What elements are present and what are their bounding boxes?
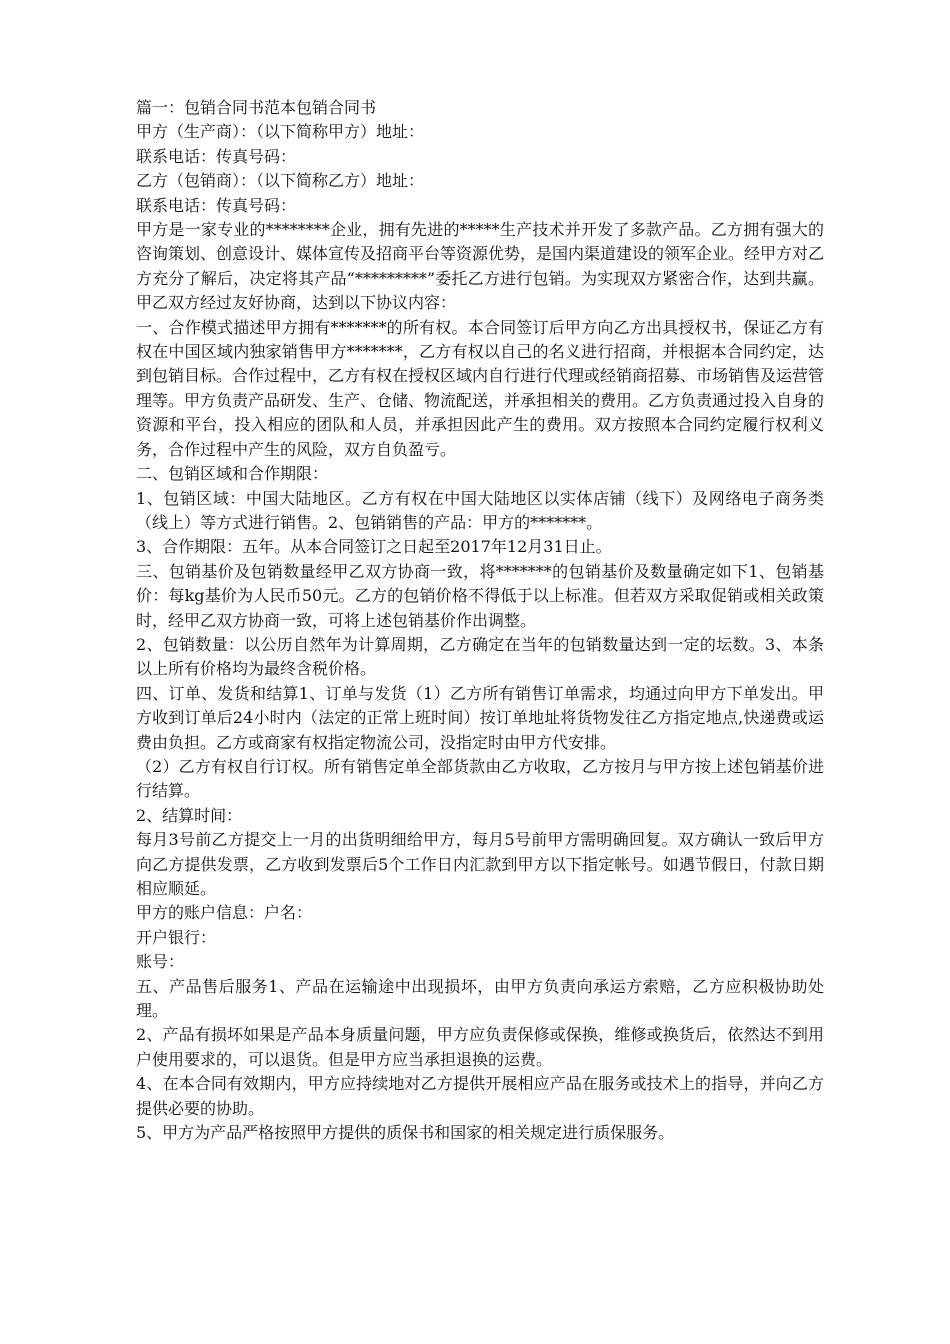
section-5-quality-issue: 2、产品有损坏如果是产品本身质量问题，甲方应负责保修或保换，维修或换货后，依然达不到用户使用要求的，可以退货。但是甲方应当承担退换的运费。 bbox=[136, 1025, 824, 1069]
section-2-heading: 二、包销区域和合作期限： bbox=[136, 464, 329, 484]
account-number-line: 账号： bbox=[136, 952, 185, 972]
section-4-orders-delivery: 四、订单、发货和结算1、订单与发货（1）乙方所有销售订单需求，均通过向甲方下单发出。甲方收到订单后24小时内（法定的正常上班时间）按订单地址将货物发往乙方指定地点,快递费或运费由负担。乙方或商家有权指定物流公司，没指定时由甲方代安排。 bbox=[136, 683, 824, 752]
section-2-sales-region: 1、包销区域：中国大陆地区。乙方有权在中国大陆地区以实体店铺（线下）及网络电子商务类（线上）等方式进行销售。2、包销销售的产品：甲方的*******。 bbox=[136, 488, 824, 532]
section-3-quantity: 2、包销数量：以公历自然年为计算周期，乙方确定在当年的包销数量达到一定的坛数。3、本条以上所有价格均为最终含税价格。 bbox=[136, 634, 824, 679]
section-4-settlement-time: 每月3号前乙方提交上一月的出货明细给甲方，每月5号前甲方需明确回复。双方确认一致后甲方向乙方提供发票，乙方收到发票后5个工作日内汇款到甲方以下指定帐号。如遇节假日，付款日期相应顺延。 bbox=[136, 830, 824, 898]
party-a-contact-line: 联系电话：传真号码： bbox=[136, 146, 297, 166]
party-a-address-line: 甲方（生产商）：（以下简称甲方）地址： bbox=[136, 122, 425, 142]
document-title: 篇一：包销合同书范本包销合同书 bbox=[136, 98, 377, 117]
section-5-transport-damage: 五、产品售后服务1、产品在运输途中出现损坏，由甲方负责向承运方索赔，乙方应积极协助处理。 bbox=[136, 976, 824, 1021]
section-5-technical-support: 4、在本合同有效期内，甲方应持续地对乙方提供开展相应产品在服务或技术上的指导，并向乙方提供必要的协助。 bbox=[136, 1074, 824, 1118]
contract-document bbox=[136, 96, 824, 1145]
account-holder-line: 甲方的账户信息：户名： bbox=[136, 903, 313, 923]
section-4-settlement-time-heading: 2、结算时间： bbox=[136, 805, 243, 825]
bank-line: 开户银行： bbox=[136, 927, 217, 947]
party-b-contact-line: 联系电话：传真号码： bbox=[136, 195, 297, 215]
party-b-address-line: 乙方（包销商）：（以下简称乙方）地址： bbox=[136, 171, 425, 191]
section-3-base-price: 三、包销基价及包销数量经甲乙双方协商一致，将*******的包销基价及数量确定如下1、包销基价：每kg基价为人民币50元。乙方的包销价格不得低于以上标准。但若双方采取促销或相关政策时，经甲乙双方协商一致，可将上述包销基价作出调整。 bbox=[136, 561, 824, 630]
section-2-cooperation-term: 3、合作期限：五年。从本合同签订之日起至2017年12月31日止。 bbox=[136, 537, 612, 557]
section-1-cooperation-mode: 一、合作模式描述甲方拥有*******的所有权。本合同签订后甲方向乙方出具授权书，保证乙方有权在中国区域内独家销售甲方*******，乙方有权以自己的名义进行招商，并根据本合同约定，达到包销目标。合作过程中，乙方有权在授权区域内自行进行代理或经销商招募、市场销售及运营管理等。甲方负责产品研发、生产、仓储、物流配送，并承担相关的费用。乙方负责通过投入自身的资源和平台，投入相应的团队和人员，并承担因此产生的费用。双方按照本合同约定履行权利义务，合作过程中产生的风险，双方自负盈亏。 bbox=[136, 317, 825, 459]
intro-paragraph: 甲方是一家专业的********企业，拥有先进的*****生产技术并开发了多款产品。乙方拥有强大的咨询策划、创意设计、媒体宣传及招商平台等资源优势，是国内渠道建设的领军企业。经甲方对乙方充分了解后，决定将其产品“*********”委托乙方进行包销。为实现双方紧密合作，达到共赢。甲乙双方经过友好协商，达到以下协议内容： bbox=[136, 220, 825, 313]
section-5-warranty: 5、甲方为产品严格按照甲方提供的质保书和国家的相关规定进行质保服务。 bbox=[136, 1123, 675, 1143]
section-4-settlement-right: （2）乙方有权自行订权。所有销售定单全部货款由乙方收取，乙方按月与甲方按上述包销基价进行结算。 bbox=[136, 756, 824, 801]
